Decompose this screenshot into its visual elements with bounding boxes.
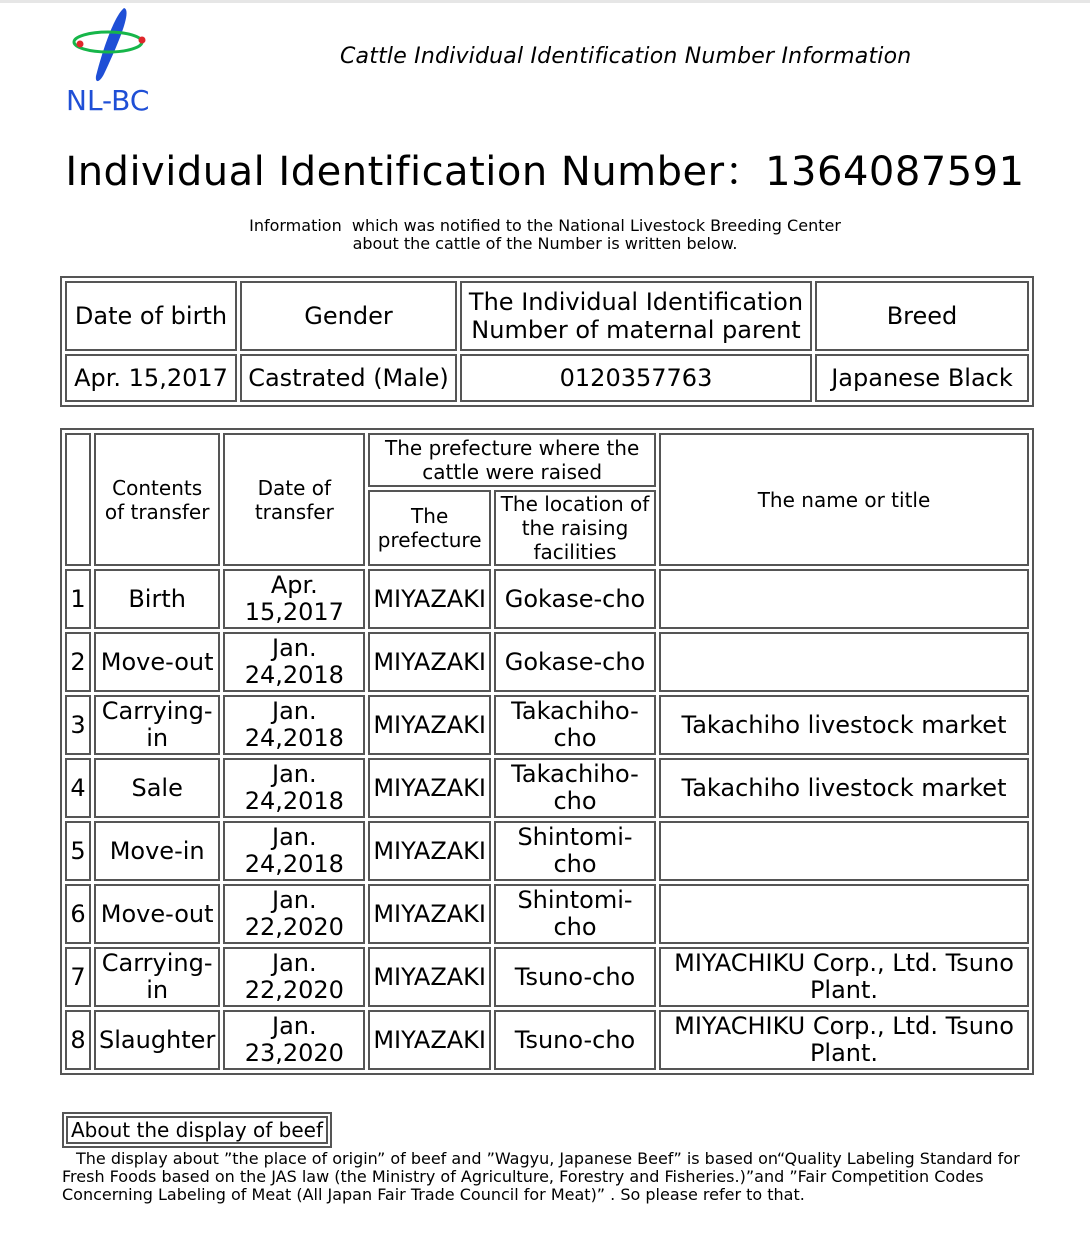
header-prefecture: The prefecture [368,490,491,566]
cell-date: Jan. 24,2018 [223,758,365,818]
table-row [65,1010,1029,1070]
intro-line-2: about the cattle of the Number is written below. [352,234,738,253]
table-row [65,632,1029,692]
header-contents-of-transfer: Contents of transfer [94,433,220,566]
cell-contents: Move-out [94,884,220,944]
cell-date: Jan. 24,2018 [223,632,365,692]
cell-name [659,569,1029,629]
value-breed: Japanese Black [815,354,1029,402]
header-date-of-transfer: Date of transfer [223,433,365,566]
cell-contents: Move-in [94,821,220,881]
row-number: 3 [65,695,91,755]
cell-location: Shintomi-cho [494,884,656,944]
cell-contents: Move-out [94,632,220,692]
about-heading-box [62,1112,332,1148]
row-number: 2 [65,632,91,692]
intro-line-1: Information which was notified to the National Livestock Breeding Center [249,216,841,235]
cell-contents: Carrying-in [94,947,220,1007]
header-prefecture-group: The prefecture where the cattle were raised [368,433,656,487]
cell-location: Shintomi-cho [494,821,656,881]
cell-prefecture: MIYAZAKI [368,821,491,881]
cell-date: Apr. 15,2017 [223,569,365,629]
cell-date: Jan. 22,2020 [223,884,365,944]
table-row [65,821,1029,881]
cell-name [659,821,1029,881]
table-row [65,569,1029,629]
about-heading: About the display of beef [66,1116,328,1144]
header-breed: Breed [815,281,1029,351]
summary-table [60,276,1034,407]
cell-contents: Birth [94,569,220,629]
row-number: 5 [65,821,91,881]
cell-name: MIYACHIKU Corp., Ltd. Tsuno Plant. [659,947,1029,1007]
cell-prefecture: MIYAZAKI [368,947,491,1007]
header-maternal-id: The Individual Identification Number of maternal parent [460,281,812,351]
row-number: 1 [65,569,91,629]
top-border [0,0,1090,3]
row-number: 4 [65,758,91,818]
row-number: 8 [65,1010,91,1070]
cell-contents: Carrying-in [94,695,220,755]
cell-location: Tsuno-cho [494,947,656,1007]
table-row [65,695,1029,755]
nlbc-logo [62,4,162,116]
cell-name: Takachiho livestock market [659,695,1029,755]
header-gender: Gender [240,281,457,351]
cell-date: Jan. 22,2020 [223,947,365,1007]
cell-location: Takachiho-cho [494,695,656,755]
intro-text [0,217,1090,253]
cell-location: Takachiho-cho [494,758,656,818]
cell-contents: Sale [94,758,220,818]
header-title: Cattle Individual Identification Number Information [340,44,912,69]
cell-name [659,632,1029,692]
cell-prefecture: MIYAZAKI [368,695,491,755]
page-title: Individual Identification Number：1364087591 [65,149,1025,195]
table-row [65,884,1029,944]
value-maternal-id: 0120357763 [460,354,812,402]
cell-name [659,884,1029,944]
cell-prefecture: MIYAZAKI [368,758,491,818]
cell-prefecture: MIYAZAKI [368,569,491,629]
cell-name: MIYACHIKU Corp., Ltd. Tsuno Plant. [659,1010,1029,1070]
cell-location: Gokase-cho [494,569,656,629]
header-location: The location of the raising facilities [494,490,656,566]
cell-prefecture: MIYAZAKI [368,1010,491,1070]
cell-name: Takachiho livestock market [659,758,1029,818]
value-gender: Castrated (Male) [240,354,457,402]
value-date-of-birth: Apr. 15,2017 [65,354,237,402]
row-number: 7 [65,947,91,1007]
cell-prefecture: MIYAZAKI [368,632,491,692]
cell-date: Jan. 24,2018 [223,695,365,755]
cell-location: Tsuno-cho [494,1010,656,1070]
header-name-or-title: The name or title [659,433,1029,566]
cell-contents: Slaughter [94,1010,220,1070]
about-text: The display about ”the place of origin” of beef and ”Wagyu, Japanese Beef” is based on“Quality Labeling Standard for Fresh Foods based on the JAS law (the Ministry of Agriculture, Forestry and Fisheries.)”and ”Fair Competition Codes Concerning Labeling of Meat (All Japan Fair Trade Council for Meat)” . So please refer to that. [62,1149,1020,1204]
header-row-number [65,433,91,566]
row-number: 6 [65,884,91,944]
table-row [65,947,1029,1007]
cell-date: Jan. 24,2018 [223,821,365,881]
transfer-table [60,428,1034,1075]
cell-date: Jan. 23,2020 [223,1010,365,1070]
svg-text:NL-BC: NL-BC [66,84,150,116]
cell-location: Gokase-cho [494,632,656,692]
table-row [65,758,1029,818]
header-date-of-birth: Date of birth [65,281,237,351]
cell-prefecture: MIYAZAKI [368,884,491,944]
